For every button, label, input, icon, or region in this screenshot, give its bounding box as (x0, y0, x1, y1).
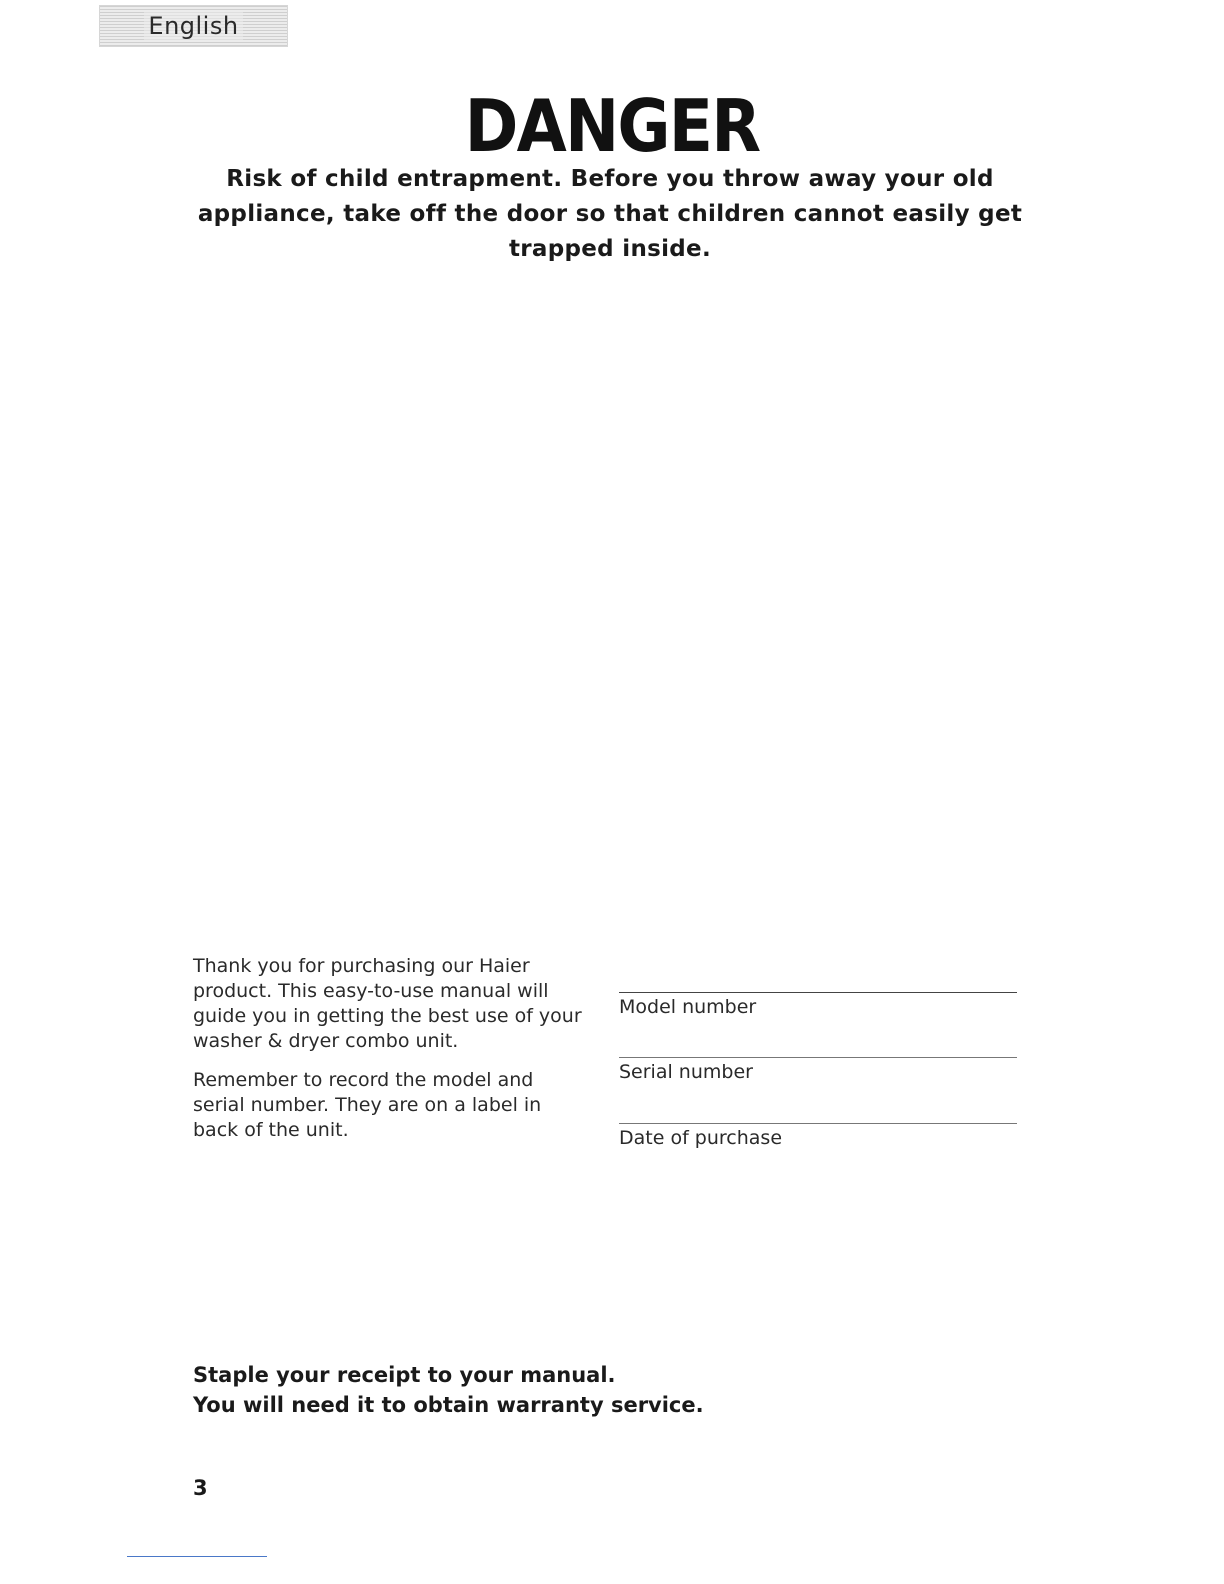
language-tab (99, 5, 288, 47)
page-number: 3 (193, 1476, 208, 1500)
date-of-purchase-field: Date of purchase (619, 1123, 1017, 1149)
staple-receipt-note (193, 1360, 993, 1420)
intro-paragraph-record: Remember to record the model and serial number. They are on a label in back of the unit. (193, 1069, 542, 1141)
language-label: English (144, 12, 242, 40)
serial-number-field: Serial number (619, 1057, 1017, 1083)
danger-message: Risk of child entrapment. Before you throw away your old appliance, take off the door so that children cannot easily get trapped inside. (197, 166, 1023, 262)
model-number-field: Model number (619, 992, 1017, 1018)
staple-note-line2: You will need it to obtain warranty service. (193, 1393, 704, 1417)
staple-note-line1: Staple your receipt to your manual. (193, 1363, 616, 1387)
danger-heading: DANGER (464, 84, 760, 168)
intro-text (193, 954, 583, 1157)
intro-paragraph-thanks: Thank you for purchasing our Haier product. This easy-to-use manual will guide you in getting the best use of your washer & dryer combo unit. (193, 955, 582, 1052)
footer-divider (127, 1556, 267, 1557)
